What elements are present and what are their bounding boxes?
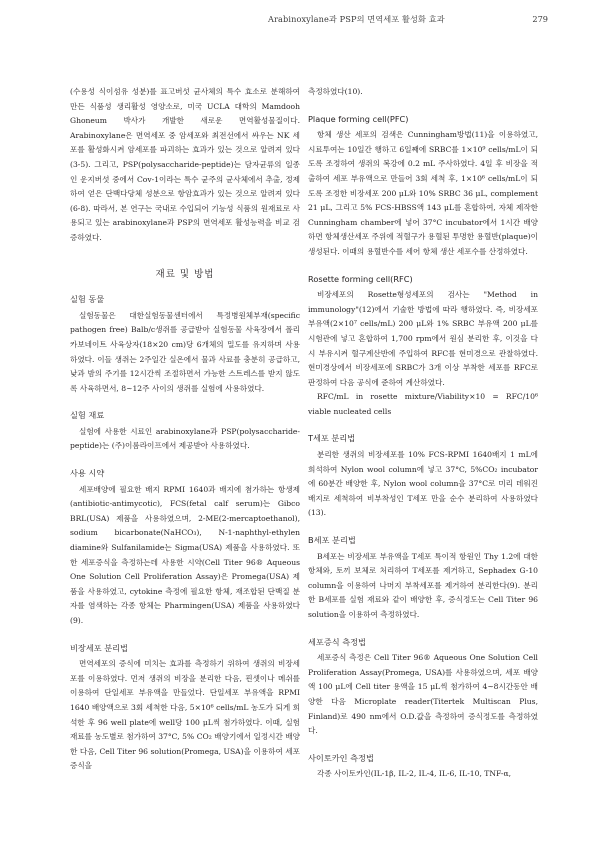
subheading-proliferation: 세포증식 측정법 bbox=[308, 636, 366, 647]
running-title: Arabinoxylane과 PSP의 면역세포 활성화 효과 bbox=[268, 14, 445, 24]
subheading-tcell: T세포 분리법 bbox=[308, 433, 356, 444]
subheading-bcell: B세포 분리법 bbox=[308, 535, 356, 546]
subheading-cytokine: 사이토카인 측정법 bbox=[308, 752, 374, 763]
subheading-animals: 실험 동물 bbox=[70, 294, 105, 305]
intro-paragraph: (수용성 식이섬유 성분)를 표고버섯 균사체의 특수 효소로 분해하여 만든 식품성 생리활성 영양소로, 미국 UCLA 대학의 Mamdooh Ghoneum 박사가 개발한 새로운 면역활성물질이다. Arabinoxylane은 면역세포 중 암세포와 최전선에서 싸우는 NK 세포를 활성화시켜 암세포를 파괴하는 효과가 있는 것으로 알려져 있다(3-5). 그리고, PSP(polysaccharide-peptide)는 담자균류의 일종인 운지버섯 중에서 Cov-1이라는 특수 균주의 균사체에서 추출, 정제하여 얻은 단백다당체 성분으로 항암효과가 있는 것으로 알려져 있다(6-8). 따라서, 본 연구는 국내로 수입되어 기능성 식품의 원재료로 사용되고 있는 arabinoxylane과 PSP의 면역세포 활성능력을 비교 검증하였다. bbox=[70, 87, 300, 242]
subheading-rfc: Rosette forming cell(RFC) bbox=[308, 273, 413, 284]
spleen-paragraph: 면역세포의 증식에 미치는 효과를 측정하기 위하여 생쥐의 비장세포를 이용하였다. 먼저 생쥐의 비장을 분리한 다음, 핀셋이나 메쉬를 이용하여 단일세포 부유액을 만들었다. 단일세포 부유액을 RPMI 1640 배양액으로 3회 세척한 다음, 5×10⁶ cells/mL 농도가 되게 희석한 후 96 well plate에 well당 100 μL씩 첨가하였다. 이때, 실험 재료를 농도별로 첨가하여 37°C, 5% CO₂ 배양기에서 일정시간 배양한 다음, Cell Titer 96 solution(Promega, USA)을 이용하여 세포증식을 bbox=[70, 659, 300, 771]
materials-paragraph: 실험에 사용한 시료인 arabinoxylane과 PSP(polysaccharide-peptide)는 (주)이롬라이프에서 제공받아 사용하였다. bbox=[70, 426, 300, 451]
left-column bbox=[70, 85, 300, 774]
subheading-reagents: 사용 시약 bbox=[70, 468, 105, 479]
subheading-materials: 실험 재료 bbox=[70, 410, 105, 421]
pfc-paragraph: 항체 생산 세포의 검색은 Cunningham방법(11)을 이용하였고, 시료투여는 10일간 행하고 6일째에 SRBC를 1×10⁹ cells/mL이 되도록 조정하여 생쥐의 복강에 0.2 mL 주사하였다. 4일 후 비장을 적출하여 세포 부유액으로 만들어 3회 세척 후, 1×10⁶ cells/mL이 되도록 조정한 비장세포 200 μL와 10% SRBC 36 μL, complement 21 μL, 그리고 5% FCS-HBSS액 143 μL를 혼합하여, 자체 제작한 Cunningham chamber에 넣어 37°C incubator에서 1시간 배양하면 항체생산세포 주위에 적혈구가 용혈된 투명한 용혈반(plaque)이 생성된다. 이때의 용혈반수를 세어 항체 생산 세포수를 산정하였다. bbox=[308, 130, 538, 256]
rfc-paragraph: 비장세포의 Rosette형성세포의 검사는 "Method in immunology"(12)에서 기술한 방법에 따라 행하였다. 즉, 비장세포 부유액(2×10⁷ cells/mL) 200 μL와 1% SRBC 부유액 200 μL를 시험관에 넣고 혼합하여 1,700 rpm에서 원심 분리한 후, 이것을 다시 부유시켜 혈구계산반에 주입하여 RFC를 현미경으로 관찰하였다. 현미경상에서 비장세포에 SRBC가 3개 이상 부착한 세포를 RFC로 판정하여 다음 공식에 준하여 계산하였다. bbox=[308, 290, 538, 387]
cytokine-paragraph: 각종 사이토카인(IL-1β, IL-2, IL-4, IL-6, IL-10, TNF-α, bbox=[317, 769, 512, 779]
proliferation-paragraph: 세포증식 측정은 Cell Titer 96® Aqueous One Solution Cell Proliferation Assay(Promega, USA)를 사용하였으며, 세포 배양액 100 μL에 Cell titer 용액을 15 μL씩 첨가하여 4~8시간동안 배양한 다음 Microplate reader(Titertek Multiscan Plus, Finland)로 490 nm에서 O.D.값을 측정하여 증식정도를 측정하였다. bbox=[308, 653, 538, 736]
reagents-paragraph: 세포배양에 필요한 배지 RPMI 1640과 배지에 첨가하는 항생제(antibiotic-antimycotic), FCS(fetal calf serum)는 Gibco BRL(USA) 제품을 사용하였으며, 2-ME(2-mercaptoethanol), sodium bicarbonate(NaHCO₃), N-1-naphthyl-ethylen diamine와 Sulfanilamide는 Sigma(USA) 제품을 사용하였다. 또한 세포증식을 측정하는데 사용한 시약(Cell Titer 96® Aqueous One Solution Cell Proliferation Assay)은 Promega(USA) 제품을 사용하였고, cytokine 측정에 필요한 항체, 재조합된 단백질 분자를 염색하는 각종 항체는 Pharmingen(USA) 제품을 사용하였다(9). bbox=[70, 484, 300, 625]
bcell-paragraph: B세포는 비장세포 부유액을 T세포 특이적 항원인 Thy 1.2에 대한 항체와, 토끼 보체로 처리하여 T세포를 제거하고, Sephadex G-10 column을 이용하여 나머지 부착세포를 제거하여 분리한다(9). 분리한 B세포를 실험 재료와 같이 배양한 후, 증식정도는 Cell Titer 96 solution을 이용하여 측정하였다. bbox=[308, 551, 538, 619]
animals-paragraph: 실험동물은 대한실험동물센터에서 특정병원체부재(specific pathogen free) Balb/c생쥐를 공급받아 실험동물 사육장에서 폴리카보네이트 사육상자(18×20 cm)당 6개체의 밀도를 유지하며 사용하였다. 이들 생쥐는 2주일간 실온에서 물과 사료를 충분히 공급하고, 낮과 밤의 주기를 12시간씩 조절하면서 가능한 스트레스를 받지 않도록 사육하면서, 8~12주 사이의 생쥐를 실험에 사용하였다. bbox=[70, 310, 300, 393]
subheading-pfc: Plaque forming cell(PFC) bbox=[308, 113, 409, 124]
right-column bbox=[308, 85, 538, 782]
tcell-paragraph: 분리한 생쥐의 비장세포를 10% FCS-RPMI 1640배지 1 mL에 희석하여 Nylon wool column에 넣고 37°C, 5%CO₂ incubator에 60분간 배양한 후, Nylon wool column을 37°C로 미리 데워진 배지로 세척하여 비부착성인 T세포 만을 순수 분리하여 사용하였다(13). bbox=[308, 450, 538, 518]
section-title: 재료 및 방법 bbox=[155, 268, 215, 280]
subheading-spleen: 비장세포 분리법 bbox=[70, 642, 128, 653]
continued-text: 측정하였다(10). bbox=[308, 87, 363, 96]
rfc-formula: RFC/mL in rosette mixture/Viability×10 = RFC/10⁶ viable nucleated cells bbox=[308, 392, 538, 416]
page-number: 279 bbox=[532, 14, 548, 24]
